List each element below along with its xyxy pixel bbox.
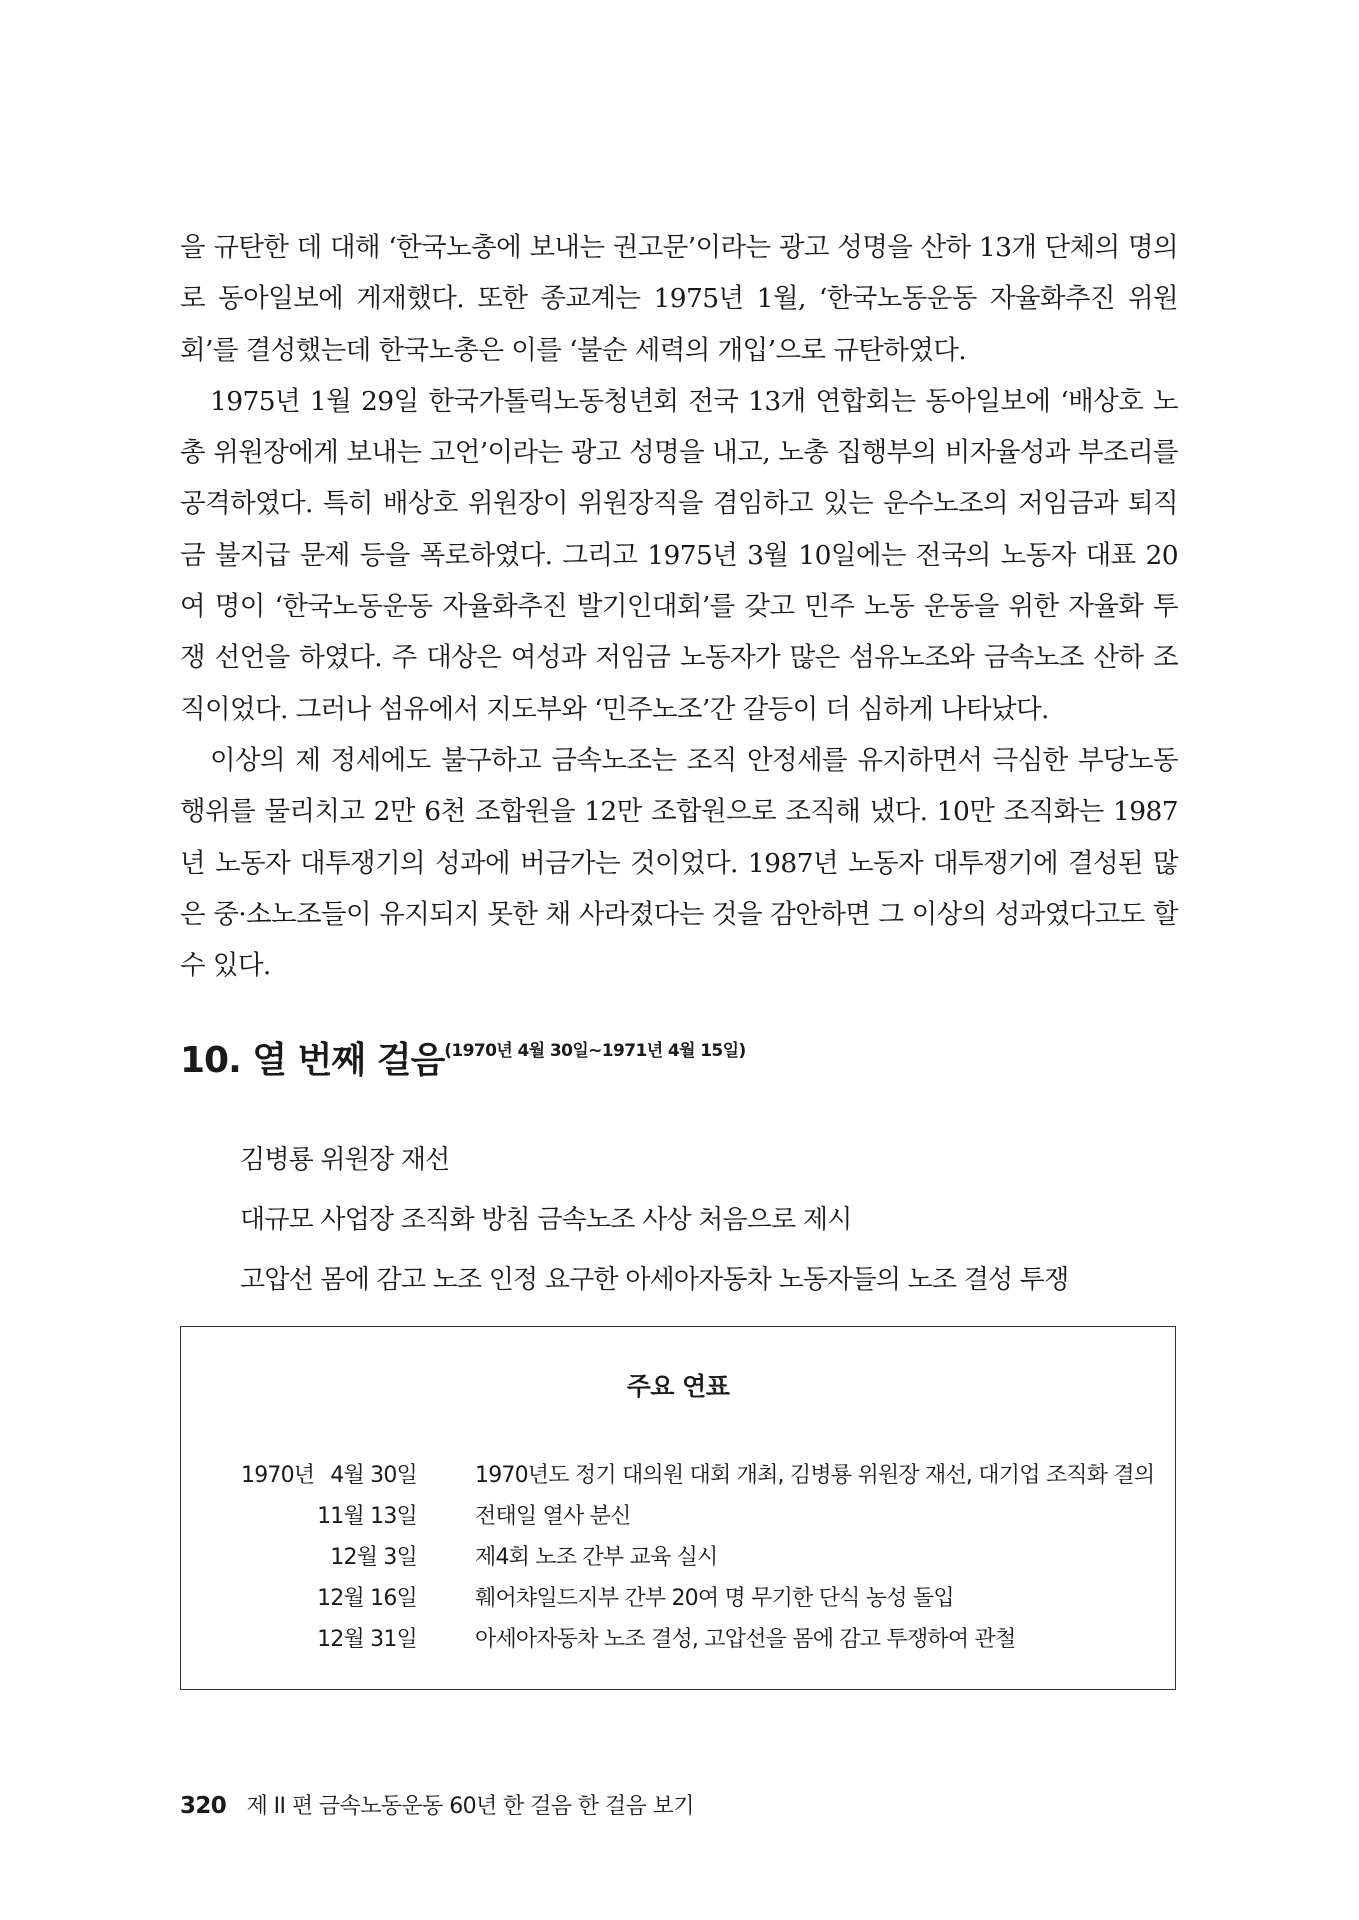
paragraph: 을 규탄한 데 대해 ‘한국노총에 보내는 권고문’이라는 광고 성명을 산하 13개 단체의 명의로 동아일보에 게재했다. 또한 종교계는 1975년 1월, ‘한국노동운동 자율화추진 위원회’를 결성했는데 한국노총은 이를 ‘불순 세력의 개입’으로 규탄하였다. [180,232,1178,366]
chronology-row [241,1578,1141,1619]
chronology-row [241,1537,1141,1578]
footer-part: 제 II 편 [246,1794,313,1819]
section-title: 10. 열 번째 걸음 [180,1040,445,1081]
chronology-date: 12월 31일 [317,1627,417,1652]
chronology-date: 12월 3일 [330,1545,417,1570]
paragraph: 이상의 제 정세에도 불구하고 금속노조는 조직 안정세를 유지하면서 극심한 부당노동행위를 물리치고 2만 6천 조합원을 12만 조합원으로 조직해 냈다. 10만 조직화는 1987년 노동자 대투쟁기의 성과에 버금가는 것이었다. 1987년 노동자 대투쟁기에 결성된 많은 중·소노조들이 유지되지 못한 채 사라졌다는 것을 감안하면 그 이상의 성과였다고도 할 수 있다. [180,744,1178,982]
section-summary [240,1130,1068,1310]
summary-item: 대규모 사업장 조직화 방침 금속노조 사상 처음으로 제시 [240,1205,852,1235]
body-text [180,222,1178,991]
summary-item: 김병룡 위원장 재선 [240,1145,450,1175]
summary-item: 고압선 몸에 감고 노조 인정 요구한 아세아자동차 노동자들의 노조 결성 투쟁 [240,1265,1069,1295]
chronology-event: 훼어챠일드지부 간부 20여 명 무기한 단식 농성 돌입 [475,1586,954,1611]
footer-book-title: 금속노동운동 60년 한 걸음 한 걸음 보기 [318,1794,694,1819]
paragraph: 1975년 1월 29일 한국가톨릭노동청년회 전국 13개 연합회는 동아일보에 ‘배상호 노총 위원장에게 보내는 고언’이라는 광고 성명을 내고, 노총 집행부의 비자율성과 부조리를 공격하였다. 특히 배상호 위원장이 위원장직을 겸임하고 있는 운수노조의 저임금과 퇴직금 불지급 문제 등을 폭로하였다. 그리고 1975년 3월 10일에는 전국의 노동자 대표 20여 명이 ‘한국노동운동 자율화추진 발기인대회’를 갖고 민주 노동 운동을 위한 자율화 투쟁 선언을 하였다. 주 대상은 여성과 저임금 노동자가 많은 섬유노조와 금속노조 산하 조직이었다. 그러나 섬유에서 지도부와 ‘민주노조’간 갈등이 더 심하게 나타났다. [180,385,1178,725]
chronology-date: 12월 16일 [317,1586,417,1611]
chronology-title: 주요 연표 [626,1372,730,1401]
page-footer [180,1789,694,1820]
chronology-table [241,1455,1155,1660]
page-number: 320 [180,1793,227,1819]
chronology-row [241,1496,1141,1537]
chronology-event: 제4회 노조 간부 교육 실시 [475,1545,718,1570]
chronology-date: 11월 13일 [317,1504,417,1529]
chronology-event: 1970년도 정기 대의원 대회 개최, 김병룡 위원장 재선, 대기업 조직화 결의 [475,1463,1155,1488]
section-heading [180,1032,746,1083]
chronology-year: 1970년 [241,1463,315,1488]
chronology-event: 아세아자동차 노조 결성, 고압선을 몸에 감고 투쟁하여 관철 [475,1627,1016,1652]
section-period: (1970년 4월 30일~1971년 4월 15일) [444,1041,746,1061]
chronology-date: 4월 30일 [330,1463,417,1488]
chronology-row [241,1619,1141,1660]
chronology-row [241,1455,1155,1496]
chronology-box [180,1326,1176,1690]
chronology-event: 전태일 열사 분신 [475,1504,631,1529]
